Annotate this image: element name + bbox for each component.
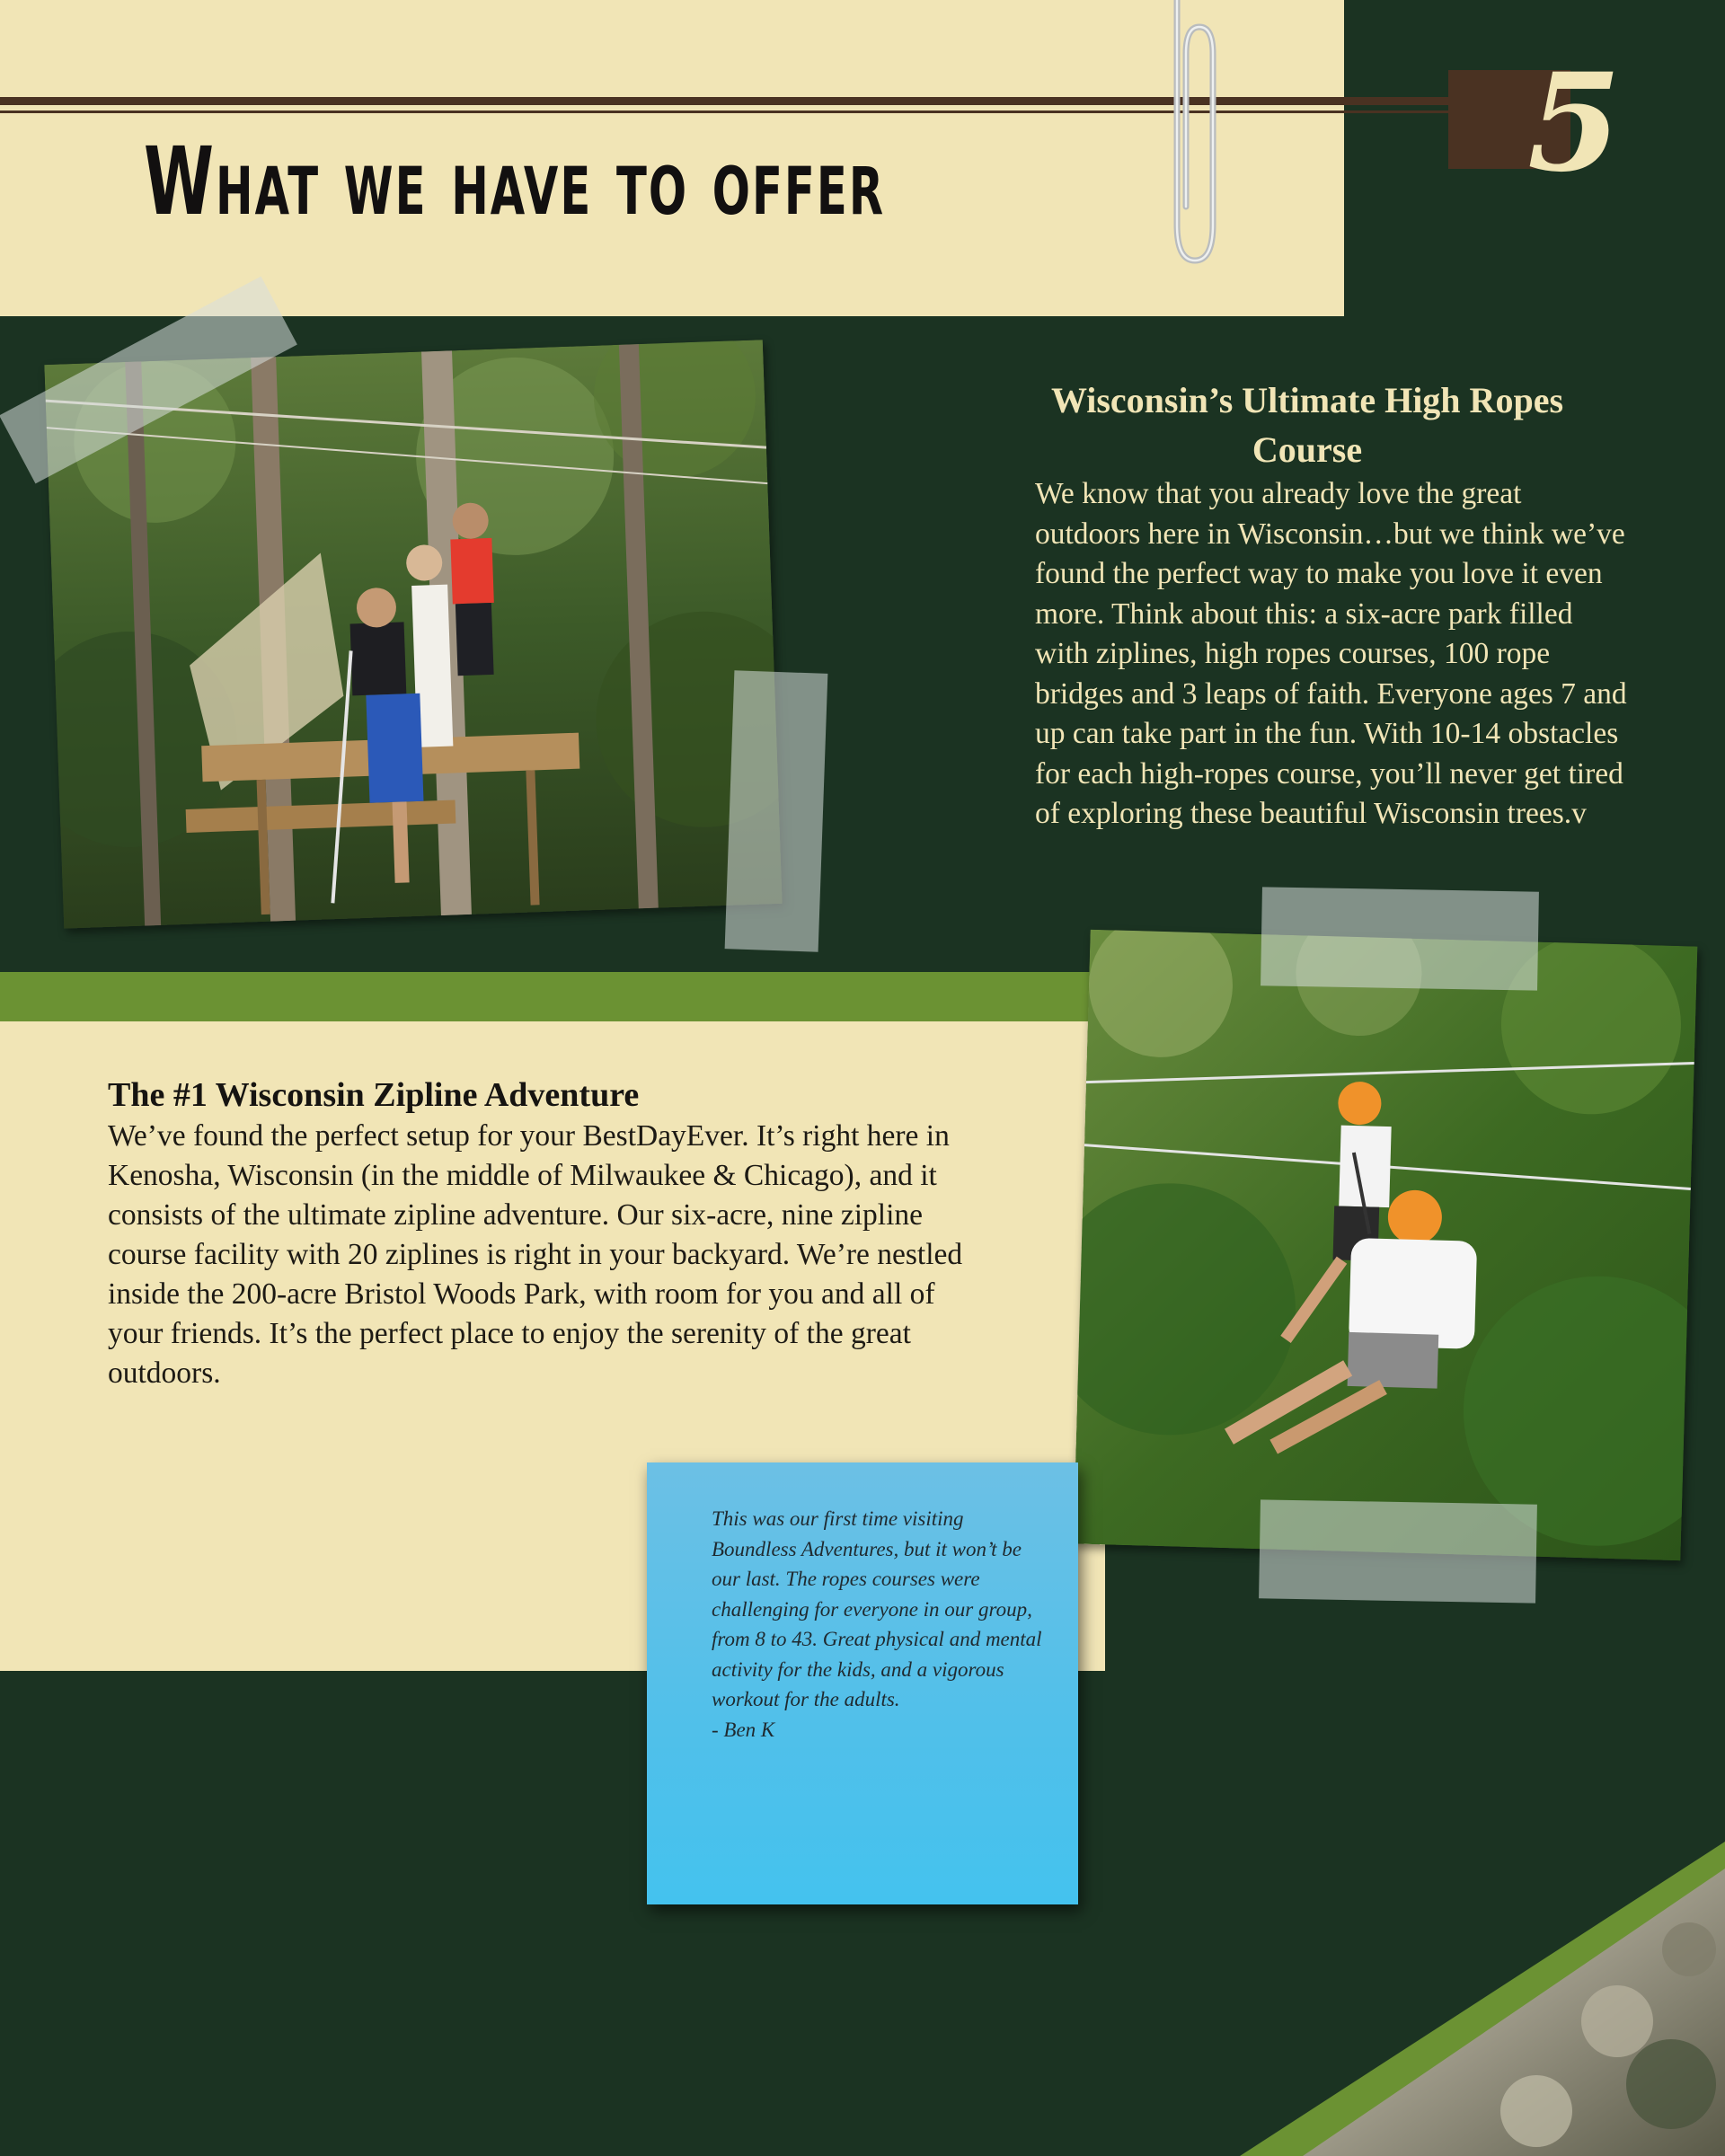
- tape-strip: [725, 670, 828, 951]
- testimonial-text-block: [712, 1504, 1053, 1745]
- page-title: What we have to offer: [144, 127, 886, 236]
- tape-strip: [1259, 1499, 1537, 1603]
- page-number: 5: [1527, 44, 1622, 202]
- corner-photo-accent: [1240, 1788, 1725, 2156]
- paperclip-icon: [1141, 0, 1231, 270]
- accent-band: [0, 972, 1105, 1021]
- zipline-body: We’ve found the perfect setup for your BestDayEver. It’s right here in Kenosha, Wisconsin (in the middle of Milwaukee & Chicago), and it consists of the ultimate zipline adventure. Our six-acre, nine zipline course facility with 20 ziplines is right in your backyard. We’re nestled inside the 200-acre Bristol Woods Park, with room for you and all of your friends. It’s the perfect place to enjoy the serenity of the great outdoors.: [108, 1119, 963, 1390]
- header-rule: [0, 97, 1473, 105]
- testimonial-quote: This was our first time visiting Boundless Adventures, but it won’t be our last. The ropes courses were challenging for everyone in our group, from 8 to 43. Great physical and mental activity for the kids, and a vigorous workout for the adults.: [712, 1507, 1042, 1710]
- ropes-course-photo: [44, 340, 782, 929]
- ropes-course-body: We know that you already love the great outdoors here in Wisconsin…but we think we’ve found the perfect way to make you love it even more. Think about this: a six-acre park filled with ziplines, high ropes courses, 100 rope bridges and 3 leaps of faith. Everyone ages 7 and up can take part in the fun. With 10-14 obstacles for each high-ropes course, you’ll never get tired of exploring these beautiful Wisconsin trees.v: [1035, 477, 1627, 830]
- testimonial-author: - Ben K: [712, 1718, 775, 1741]
- ropes-course-heading: Wisconsin’s Ultimate High Ropes Course: [1050, 380, 1564, 470]
- testimonial-sticky-note: [647, 1462, 1078, 1904]
- header-rule-thin: [0, 110, 1473, 113]
- zipline-photo: [1074, 930, 1698, 1561]
- zipline-heading: The #1 Wisconsin Zipline Adventure: [108, 1076, 640, 1114]
- tape-strip: [1261, 887, 1539, 990]
